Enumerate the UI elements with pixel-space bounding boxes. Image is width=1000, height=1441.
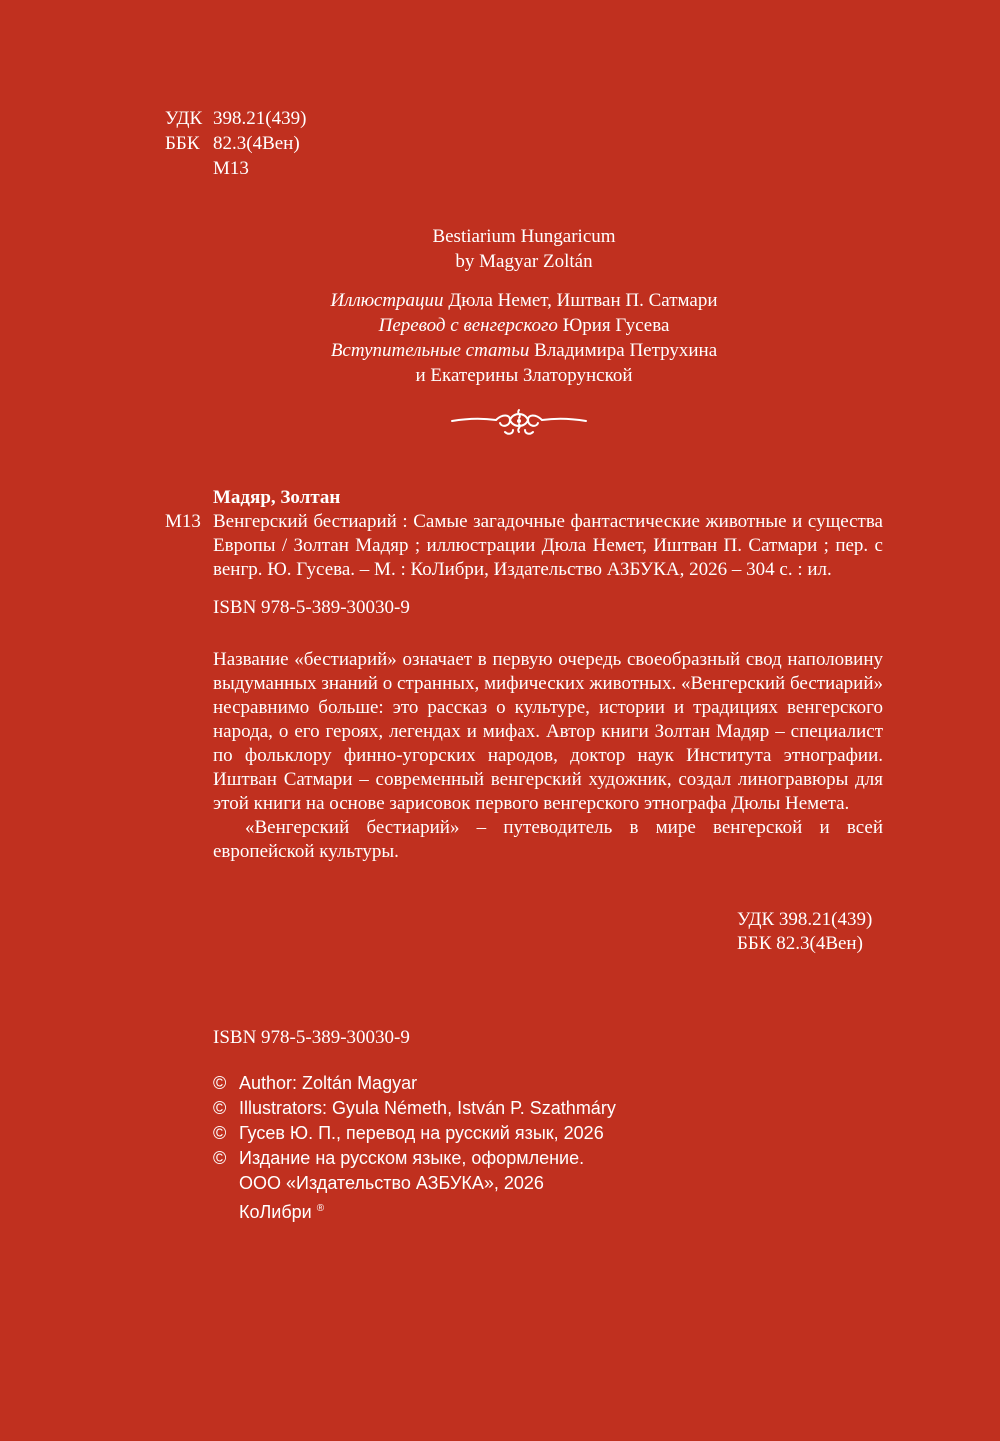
- credits-block: [0, 224, 1000, 388]
- bbk-bottom: ББК 82.3(4Вен): [737, 933, 863, 954]
- original-title: Bestiarium Hungaricum: [432, 226, 616, 247]
- copyright-symbol: ©: [213, 1098, 227, 1118]
- annotation: [213, 648, 883, 864]
- intro-credit: Вступительные статьи Владимира Петрухина: [330, 340, 718, 361]
- card-entry: [165, 510, 883, 582]
- copyright-line-1: Author: Zoltán Magyar: [239, 1073, 418, 1093]
- copyright-block: [213, 1071, 616, 1225]
- author-sign: М13: [213, 158, 249, 179]
- annotation-paragraph-2: «Венгерский бестиарий» – путеводитель в мире венгерской и всей европейской культуры.: [213, 817, 883, 862]
- card-description: Венгерский бестиарий : Самые загадочные фантастические животные и существа Европы / Золтан Мадяр ; иллюстрации Дюла Немет, Иштван П. Сатмари ; пер. с венгр. Ю. Гусева. – М. : КоЛибри, Издательство АЗБУКА, 2026 – 304 с. : ил.: [213, 511, 883, 580]
- catalog-card: [165, 486, 883, 582]
- copyright-line-2: Illustrators: Gyula Németh, István P. Szathmáry: [239, 1098, 616, 1118]
- card-code: М13: [165, 511, 201, 532]
- intro-credit-cont: и Екатерины Златорунской: [415, 365, 633, 386]
- translation-credit: Перевод с венгерского Юрия Гусева: [378, 315, 670, 336]
- annotation-paragraph-1: Название «бестиарий» означает в первую очередь своеобразный свод наполовину выдуманных знаний о странных, мифических животных. «Венгерский бестиарий» несравнимо больше: это рассказ о культуре, истории и традициях венгерского народа, о его героях, легендах и мифах. Автор книги Золтан Мадяр – специалист по фольклору финно-угорских народов, доктор наук Института этнографии. Иштван Сатмари – современный венгерский художник, создал линогравюры для этой книги на основе зарисовок первого венгерского этнографа Дюлы Немета.: [213, 649, 883, 814]
- isbn-bottom: ISBN 978-5-389-30030-9: [213, 1027, 410, 1048]
- bbk-value: 82.3(4Вен): [213, 133, 300, 154]
- copyright-line-6: КоЛибри ®: [239, 1202, 325, 1222]
- decorative-flourish-icon: [450, 404, 588, 438]
- original-author: by Magyar Zoltán: [455, 251, 593, 272]
- copyright-line-5: ООО «Издательство АЗБУКА», 2026: [239, 1173, 544, 1193]
- card-author: Мадяр, Золтан: [213, 487, 341, 508]
- top-classification-codes: [165, 106, 306, 181]
- bottom-classification-codes: [737, 908, 872, 956]
- bbk-label: ББК: [165, 133, 200, 154]
- copyright-line-3: Гусев Ю. П., перевод на русский язык, 2026: [239, 1123, 604, 1143]
- copyright-symbol: ©: [213, 1073, 227, 1093]
- udk-label: УДК: [165, 108, 203, 129]
- illustrations-credit: Иллюстрации Дюла Немет, Иштван П. Сатмари: [330, 290, 718, 311]
- registered-mark: ®: [316, 1203, 325, 1214]
- udk-bottom: УДК 398.21(439): [737, 909, 873, 930]
- card-isbn: ISBN 978-5-389-30030-9: [213, 597, 410, 618]
- copyright-line-4: Издание на русском языке, оформление.: [239, 1148, 585, 1168]
- udk-value: 398.21(439): [213, 108, 307, 129]
- copyright-symbol: ©: [213, 1123, 227, 1143]
- copyright-symbol: ©: [213, 1148, 227, 1168]
